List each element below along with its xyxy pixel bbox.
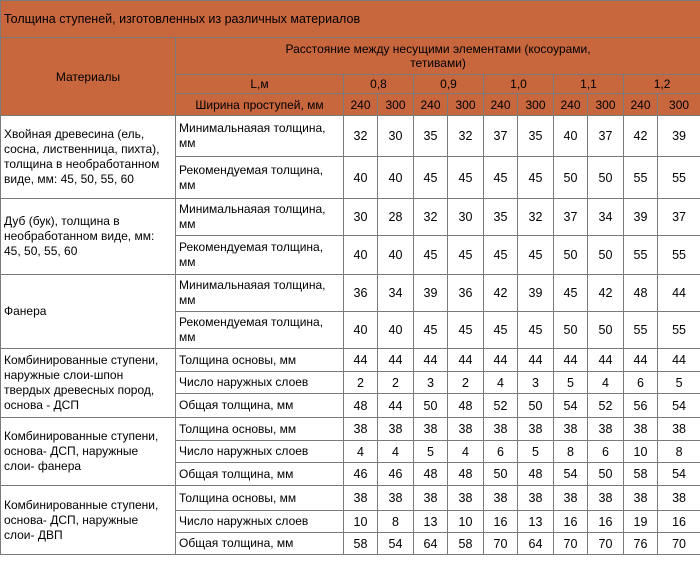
- value-cell: 19: [624, 511, 658, 533]
- value-cell: 4: [448, 441, 484, 463]
- value-cell: 45: [448, 312, 484, 349]
- width-label: Ширина проступей, мм: [176, 94, 344, 116]
- length-header: 1,1: [554, 75, 624, 94]
- value-cell: 48: [448, 463, 484, 486]
- parameter-cell: Число наружных слоев: [176, 511, 344, 533]
- value-cell: 76: [624, 533, 658, 555]
- value-cell: 39: [518, 275, 554, 312]
- length-header: 0,8: [344, 75, 414, 94]
- value-cell: 44: [378, 349, 414, 372]
- value-cell: 44: [484, 349, 518, 372]
- value-cell: 2: [448, 372, 484, 394]
- value-cell: 44: [588, 349, 624, 372]
- value-cell: 6: [484, 441, 518, 463]
- width-header: 300: [658, 94, 700, 116]
- parameter-cell: Рекомендуемая толщина, мм: [176, 236, 344, 275]
- value-cell: 46: [344, 463, 378, 486]
- parameter-cell: Толщина основы, мм: [176, 486, 344, 511]
- width-header: 240: [414, 94, 448, 116]
- parameter-cell: Минимальнаяая толщина, мм: [176, 116, 344, 157]
- value-cell: 37: [484, 116, 518, 157]
- materials-header: Материалы: [1, 38, 176, 116]
- value-cell: 38: [624, 418, 658, 441]
- value-cell: 55: [658, 236, 700, 275]
- value-cell: 8: [554, 441, 588, 463]
- value-cell: 28: [378, 199, 414, 236]
- value-cell: 38: [484, 486, 518, 511]
- length-header: 1,0: [484, 75, 554, 94]
- value-cell: 2: [344, 372, 378, 394]
- value-cell: 70: [588, 533, 624, 555]
- value-cell: 13: [518, 511, 554, 533]
- parameter-cell: Минимальнаяая толщина, мм: [176, 275, 344, 312]
- width-header: 240: [344, 94, 378, 116]
- parameter-cell: Общая толщина, мм: [176, 394, 344, 418]
- value-cell: 45: [484, 157, 518, 199]
- value-cell: 5: [414, 441, 448, 463]
- value-cell: 58: [624, 463, 658, 486]
- table-row: [1, 349, 700, 372]
- value-cell: 30: [448, 199, 484, 236]
- value-cell: 38: [518, 418, 554, 441]
- width-header: 240: [624, 94, 658, 116]
- value-cell: 38: [484, 418, 518, 441]
- value-cell: 46: [378, 463, 414, 486]
- value-cell: 44: [414, 349, 448, 372]
- value-cell: 38: [414, 486, 448, 511]
- value-cell: 8: [658, 441, 700, 463]
- value-cell: 44: [554, 349, 588, 372]
- value-cell: 3: [414, 372, 448, 394]
- value-cell: 38: [624, 486, 658, 511]
- value-cell: 37: [658, 199, 700, 236]
- value-cell: 45: [518, 312, 554, 349]
- value-cell: 5: [658, 372, 700, 394]
- parameter-cell: Общая толщина, мм: [176, 533, 344, 555]
- material-cell: Комбинированные ступени, основа- ДСП, наружные слои- ДВП: [1, 486, 176, 555]
- value-cell: 50: [554, 157, 588, 199]
- value-cell: 35: [414, 116, 448, 157]
- value-cell: 48: [344, 394, 378, 418]
- value-cell: 10: [624, 441, 658, 463]
- width-header: 240: [554, 94, 588, 116]
- value-cell: 32: [448, 116, 484, 157]
- value-cell: 38: [658, 486, 700, 511]
- material-cell: Комбинированные ступени, основа- ДСП, наружные слои- фанера: [1, 418, 176, 486]
- table-row: [1, 199, 700, 236]
- table-row: [1, 116, 700, 157]
- value-cell: 45: [448, 157, 484, 199]
- value-cell: 30: [344, 199, 378, 236]
- value-cell: 44: [378, 394, 414, 418]
- value-cell: 44: [448, 349, 484, 372]
- parameter-cell: Общая толщина, мм: [176, 463, 344, 486]
- value-cell: 34: [588, 199, 624, 236]
- value-cell: 38: [518, 486, 554, 511]
- length-header: 1,2: [624, 75, 700, 94]
- value-cell: 44: [518, 349, 554, 372]
- value-cell: 42: [624, 116, 658, 157]
- value-cell: 16: [588, 511, 624, 533]
- value-cell: 39: [414, 275, 448, 312]
- value-cell: 50: [518, 394, 554, 418]
- parameter-cell: Минимальнаяая толщина, мм: [176, 199, 344, 236]
- value-cell: 50: [588, 312, 624, 349]
- value-cell: 38: [414, 418, 448, 441]
- value-cell: 54: [554, 394, 588, 418]
- parameter-cell: Рекомендуемая толщина, мм: [176, 312, 344, 349]
- width-header: 300: [518, 94, 554, 116]
- material-cell: Комбинированные ступени, наружные слои-шпон твердых древесных пород, основа - ДСП: [1, 349, 176, 418]
- value-cell: 45: [414, 157, 448, 199]
- value-cell: 4: [344, 441, 378, 463]
- value-cell: 32: [518, 199, 554, 236]
- value-cell: 54: [554, 463, 588, 486]
- value-cell: 52: [484, 394, 518, 418]
- value-cell: 38: [588, 418, 624, 441]
- value-cell: 38: [344, 486, 378, 511]
- value-cell: 34: [378, 275, 414, 312]
- value-cell: 8: [378, 511, 414, 533]
- value-cell: 38: [448, 486, 484, 511]
- value-cell: 16: [554, 511, 588, 533]
- value-cell: 5: [554, 372, 588, 394]
- value-cell: 45: [518, 157, 554, 199]
- parameter-cell: Число наружных слоев: [176, 441, 344, 463]
- width-header: 300: [588, 94, 624, 116]
- value-cell: 44: [624, 349, 658, 372]
- value-cell: 36: [448, 275, 484, 312]
- value-cell: 35: [518, 116, 554, 157]
- value-cell: 10: [344, 511, 378, 533]
- value-cell: 4: [588, 372, 624, 394]
- value-cell: 3: [518, 372, 554, 394]
- value-cell: 54: [658, 463, 700, 486]
- value-cell: 38: [344, 418, 378, 441]
- width-header: 300: [378, 94, 414, 116]
- table-title: Толщина ступеней, изготовленных из различных материалов: [1, 1, 700, 38]
- value-cell: 10: [448, 511, 484, 533]
- table-row: [1, 486, 700, 511]
- value-cell: 6: [588, 441, 624, 463]
- value-cell: 6: [624, 372, 658, 394]
- value-cell: 40: [554, 116, 588, 157]
- value-cell: 38: [448, 418, 484, 441]
- value-cell: 16: [658, 511, 700, 533]
- width-header: 240: [484, 94, 518, 116]
- value-cell: 58: [344, 533, 378, 555]
- value-cell: 38: [658, 418, 700, 441]
- material-cell: Фанера: [1, 275, 176, 349]
- value-cell: 45: [414, 312, 448, 349]
- value-cell: 45: [518, 236, 554, 275]
- value-cell: 45: [448, 236, 484, 275]
- value-cell: 70: [484, 533, 518, 555]
- value-cell: 42: [588, 275, 624, 312]
- value-cell: 56: [624, 394, 658, 418]
- value-cell: 48: [518, 463, 554, 486]
- material-cell: Дуб (бук), толщина в необработанном виде, мм: 45, 50, 55, 60: [1, 199, 176, 275]
- value-cell: 44: [658, 275, 700, 312]
- parameter-cell: Число наружных слоев: [176, 372, 344, 394]
- value-cell: 32: [414, 199, 448, 236]
- value-cell: 45: [414, 236, 448, 275]
- value-cell: 16: [484, 511, 518, 533]
- value-cell: 55: [624, 236, 658, 275]
- value-cell: 32: [344, 116, 378, 157]
- value-cell: 50: [588, 157, 624, 199]
- value-cell: 37: [554, 199, 588, 236]
- value-cell: 42: [484, 275, 518, 312]
- value-cell: 50: [414, 394, 448, 418]
- table-row: [1, 418, 700, 441]
- value-cell: 48: [448, 394, 484, 418]
- value-cell: 39: [624, 199, 658, 236]
- value-cell: 37: [588, 116, 624, 157]
- value-cell: 48: [624, 275, 658, 312]
- value-cell: 70: [658, 533, 700, 555]
- value-cell: 50: [588, 463, 624, 486]
- value-cell: 55: [658, 157, 700, 199]
- parameter-cell: Рекомендуемая толщина, мм: [176, 157, 344, 199]
- value-cell: 40: [344, 157, 378, 199]
- value-cell: 54: [378, 533, 414, 555]
- value-cell: 50: [554, 312, 588, 349]
- value-cell: 40: [344, 236, 378, 275]
- width-header: 300: [448, 94, 484, 116]
- length-header: 0,9: [414, 75, 484, 94]
- value-cell: 50: [588, 236, 624, 275]
- value-cell: 13: [414, 511, 448, 533]
- value-cell: 2: [378, 372, 414, 394]
- value-cell: 45: [554, 275, 588, 312]
- length-label: L,м: [176, 75, 344, 94]
- table-row: [1, 275, 700, 312]
- value-cell: 4: [378, 441, 414, 463]
- value-cell: 70: [554, 533, 588, 555]
- value-cell: 40: [378, 312, 414, 349]
- value-cell: 45: [484, 236, 518, 275]
- value-cell: 38: [378, 418, 414, 441]
- material-cell: Хвойная древесина (ель, сосна, лиственница, пихта), толщина в необработанном виде, мм: 45, 50, 55, 60: [1, 116, 176, 199]
- value-cell: 38: [554, 486, 588, 511]
- value-cell: 30: [378, 116, 414, 157]
- value-cell: 45: [484, 312, 518, 349]
- value-cell: 58: [448, 533, 484, 555]
- value-cell: 55: [624, 312, 658, 349]
- value-cell: 54: [658, 394, 700, 418]
- value-cell: 55: [658, 312, 700, 349]
- value-cell: 36: [344, 275, 378, 312]
- value-cell: 39: [658, 116, 700, 157]
- value-cell: 44: [658, 349, 700, 372]
- value-cell: 44: [344, 349, 378, 372]
- value-cell: 40: [378, 236, 414, 275]
- value-cell: 48: [414, 463, 448, 486]
- value-cell: 35: [484, 199, 518, 236]
- parameter-cell: Толщина основы, мм: [176, 418, 344, 441]
- value-cell: 38: [588, 486, 624, 511]
- value-cell: 50: [554, 236, 588, 275]
- value-cell: 38: [554, 418, 588, 441]
- value-cell: 40: [344, 312, 378, 349]
- value-cell: 52: [588, 394, 624, 418]
- value-cell: 4: [484, 372, 518, 394]
- value-cell: 55: [624, 157, 658, 199]
- value-cell: 64: [414, 533, 448, 555]
- value-cell: 64: [518, 533, 554, 555]
- value-cell: 40: [378, 157, 414, 199]
- value-cell: 50: [484, 463, 518, 486]
- distance-header: Расстояние между несущими элементами (косоурами, тетивами): [176, 38, 700, 75]
- value-cell: 5: [518, 441, 554, 463]
- parameter-cell: Толщина основы, мм: [176, 349, 344, 372]
- value-cell: 38: [378, 486, 414, 511]
